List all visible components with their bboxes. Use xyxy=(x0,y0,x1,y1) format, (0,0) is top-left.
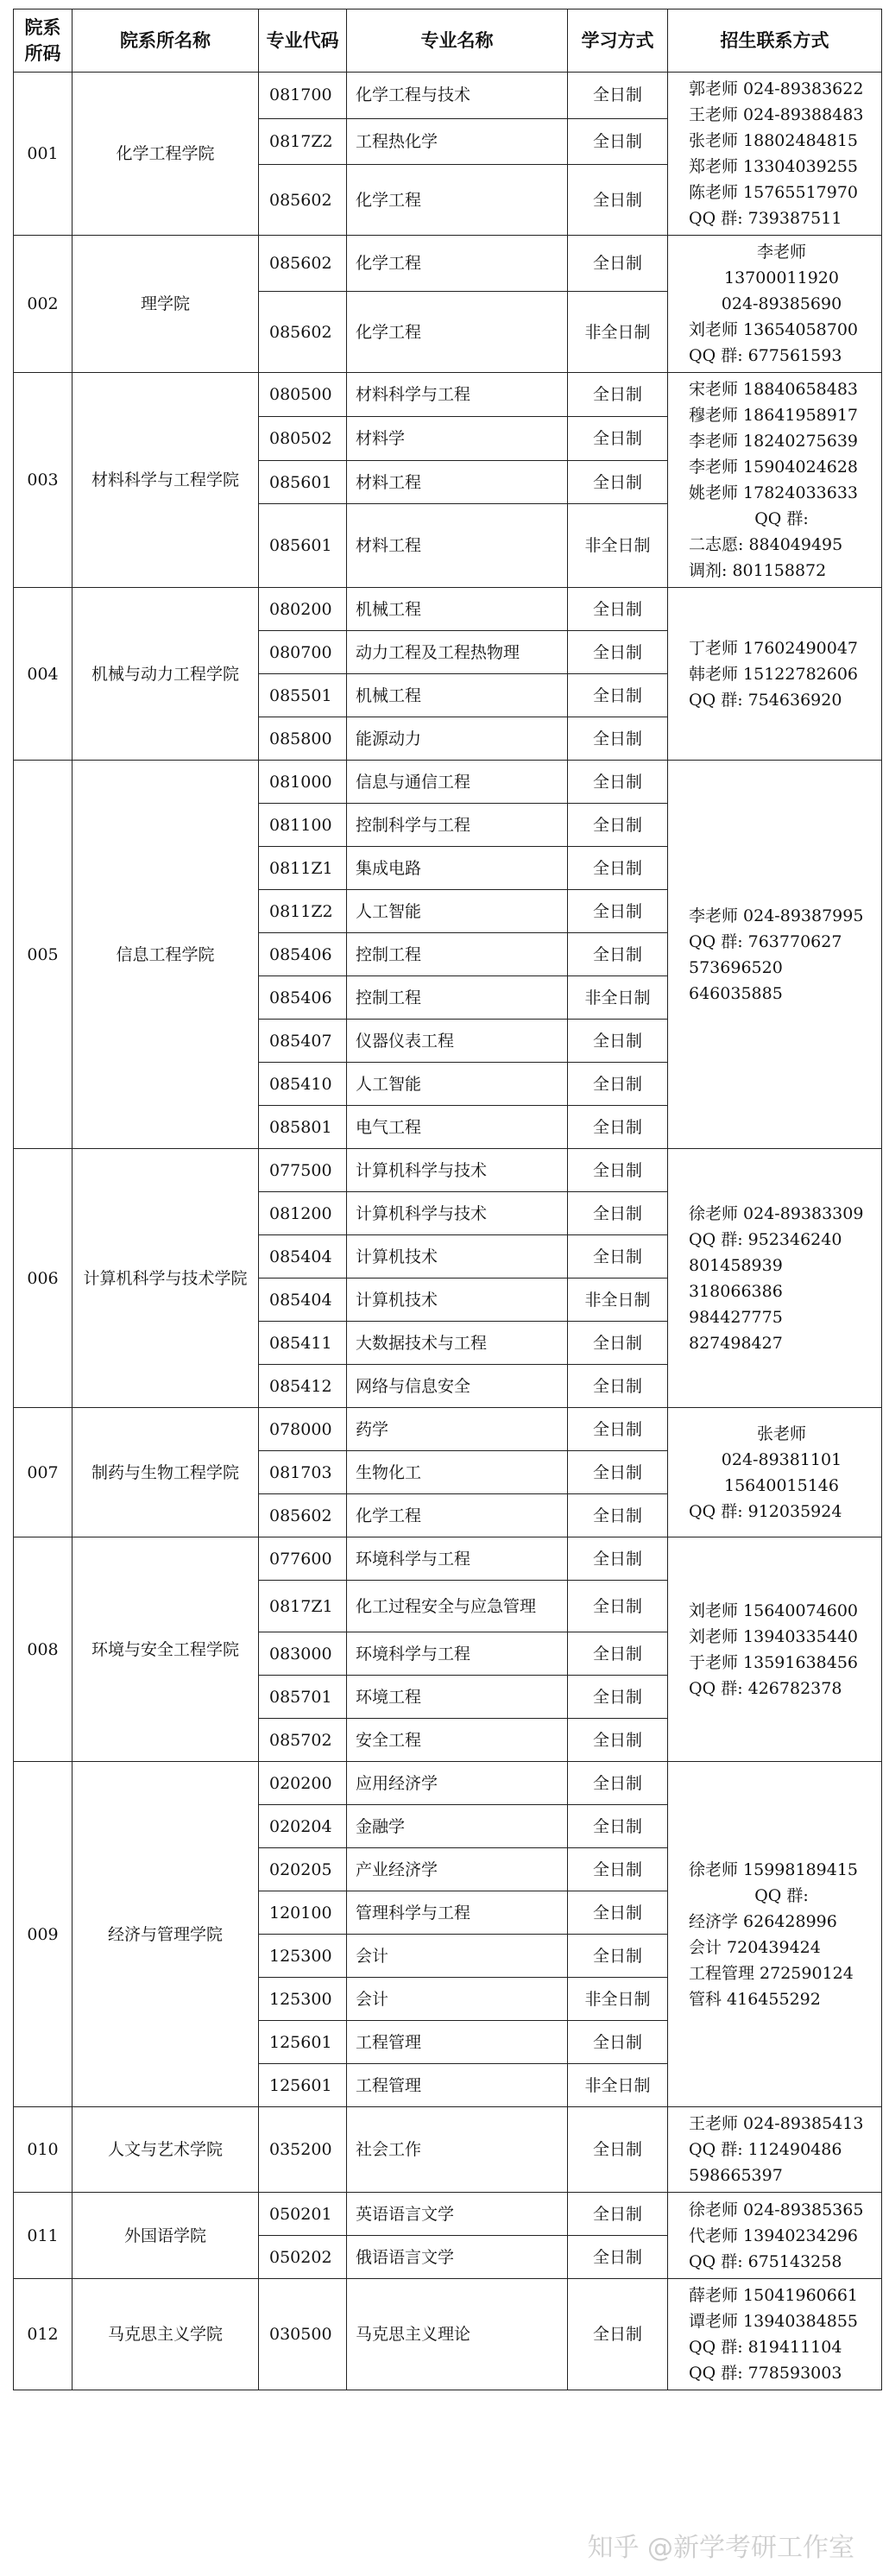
contact-line: 二志愿: 884049495 xyxy=(689,535,843,554)
major-code: 125300 xyxy=(259,1935,347,1978)
institute-code: 012 xyxy=(14,2279,73,2390)
contact-line: QQ 群: xyxy=(754,509,809,528)
contact-line: 工程管理 272590124 xyxy=(689,1963,854,1983)
major-name: 仪器仪表工程 xyxy=(347,1020,568,1063)
institute-code: 002 xyxy=(14,236,73,373)
contact-line: 徐老师 024-89383309 xyxy=(689,1203,864,1223)
contact-line: 刘老师 13654058700 xyxy=(689,320,859,339)
major-code: 050201 xyxy=(259,2193,347,2236)
major-name: 材料工程 xyxy=(347,460,568,504)
contact-info xyxy=(668,1537,882,1762)
major-name: 安全工程 xyxy=(347,1719,568,1762)
contact-line: 024-89381101 xyxy=(721,1449,842,1469)
institute-name: 经济与管理学院 xyxy=(73,1762,259,2107)
contact-line: 管科 416455292 xyxy=(689,1989,821,2009)
institute-name: 理学院 xyxy=(73,236,259,373)
major-name: 环境科学与工程 xyxy=(347,1537,568,1581)
contact-line: 薛老师 15041960661 xyxy=(689,2286,859,2305)
study-mode: 全日制 xyxy=(568,416,668,460)
institute-name: 制药与生物工程学院 xyxy=(73,1408,259,1537)
study-mode: 全日制 xyxy=(568,2021,668,2064)
contact-info xyxy=(668,236,882,373)
contact-line: 李老师 024-89387995 xyxy=(689,906,864,925)
study-mode: 全日制 xyxy=(568,933,668,976)
study-mode: 全日制 xyxy=(568,1891,668,1935)
major-code: 035200 xyxy=(259,2107,347,2193)
contact-line: QQ 群: 426782378 xyxy=(689,1678,842,1698)
major-name: 机械工程 xyxy=(347,674,568,717)
institute-name: 马克思主义学院 xyxy=(73,2279,259,2390)
study-mode: 全日制 xyxy=(568,373,668,417)
major-code: 085602 xyxy=(259,165,347,236)
contact-info xyxy=(668,2279,882,2390)
contact-line: QQ 群: 677561593 xyxy=(689,346,842,365)
contact-line: QQ 群: 912035924 xyxy=(689,1501,842,1521)
contact-line: 张老师 18802484815 xyxy=(689,131,859,150)
contact-info xyxy=(668,1762,882,2107)
major-code: 077600 xyxy=(259,1537,347,1581)
major-name: 社会工作 xyxy=(347,2107,568,2193)
table-row xyxy=(14,2193,882,2236)
study-mode: 全日制 xyxy=(568,1805,668,1848)
study-mode: 非全日制 xyxy=(568,504,668,588)
major-code: 085404 xyxy=(259,1279,347,1322)
study-mode: 全日制 xyxy=(568,1235,668,1279)
major-name: 材料工程 xyxy=(347,504,568,588)
institute-name: 外国语学院 xyxy=(73,2193,259,2279)
header-inst-code: 院系所码 xyxy=(14,9,73,73)
contact-line: 姚老师 17824033633 xyxy=(689,483,859,502)
study-mode: 全日制 xyxy=(568,631,668,674)
institute-code: 005 xyxy=(14,761,73,1149)
contact-line: 573696520 xyxy=(689,957,783,977)
institute-name: 计算机科学与技术学院 xyxy=(73,1149,259,1408)
study-mode: 非全日制 xyxy=(568,1279,668,1322)
contact-info xyxy=(668,1408,882,1537)
study-mode: 全日制 xyxy=(568,674,668,717)
major-name: 环境工程 xyxy=(347,1676,568,1719)
study-mode: 全日制 xyxy=(568,847,668,890)
study-mode: 全日制 xyxy=(568,1762,668,1805)
major-code: 0811Z1 xyxy=(259,847,347,890)
contact-line: 024-89385690 xyxy=(721,294,842,313)
study-mode: 全日制 xyxy=(568,1365,668,1408)
contact-line: 穆老师 18641958917 xyxy=(689,406,859,425)
major-name: 化工过程安全与应急管理 xyxy=(347,1581,568,1632)
major-name: 工程管理 xyxy=(347,2064,568,2107)
major-name: 马克思主义理论 xyxy=(347,2279,568,2390)
contact-info xyxy=(668,2193,882,2279)
study-mode: 全日制 xyxy=(568,1106,668,1149)
institute-code: 009 xyxy=(14,1762,73,2107)
watermark: 知乎 @新学考研工作室 xyxy=(587,2533,854,2563)
study-mode: 全日制 xyxy=(568,1192,668,1235)
major-code: 081700 xyxy=(259,73,347,119)
major-code: 020204 xyxy=(259,1805,347,1848)
study-mode: 全日制 xyxy=(568,1537,668,1581)
contact-line: 827498427 xyxy=(689,1333,783,1353)
study-mode: 全日制 xyxy=(568,890,668,933)
major-name: 机械工程 xyxy=(347,588,568,631)
major-name: 大数据技术与工程 xyxy=(347,1322,568,1365)
institute-code: 001 xyxy=(14,73,73,236)
header-contact: 招生联系方式 xyxy=(668,9,882,73)
study-mode: 全日制 xyxy=(568,118,668,165)
major-code: 050202 xyxy=(259,2236,347,2279)
contact-line: 13700011920 xyxy=(724,268,839,287)
major-code: 081000 xyxy=(259,761,347,804)
contact-line: 徐老师 15998189415 xyxy=(689,1859,859,1879)
table-row xyxy=(14,236,882,292)
contact-line: 谭老师 13940384855 xyxy=(689,2312,859,2331)
study-mode: 全日制 xyxy=(568,717,668,761)
contact-line: 张老师 xyxy=(756,1424,806,1443)
study-mode: 全日制 xyxy=(568,1935,668,1978)
major-name: 应用经济学 xyxy=(347,1762,568,1805)
institute-code: 010 xyxy=(14,2107,73,2193)
major-code: 120100 xyxy=(259,1891,347,1935)
study-mode: 全日制 xyxy=(568,2279,668,2390)
study-mode: 全日制 xyxy=(568,1451,668,1494)
institute-code: 004 xyxy=(14,588,73,761)
contact-line: QQ 群: 112490486 xyxy=(689,2140,842,2159)
major-name: 材料学 xyxy=(347,416,568,460)
study-mode: 非全日制 xyxy=(568,292,668,373)
major-code: 125300 xyxy=(259,1978,347,2021)
institute-code: 006 xyxy=(14,1149,73,1408)
table-row xyxy=(14,761,882,804)
table-row xyxy=(14,2107,882,2193)
contact-line: 丁老师 17602490047 xyxy=(689,638,859,658)
major-code: 0811Z2 xyxy=(259,890,347,933)
contact-info xyxy=(668,373,882,588)
major-code: 085501 xyxy=(259,674,347,717)
contact-line: 刘老师 13940335440 xyxy=(689,1626,859,1646)
major-code: 0817Z1 xyxy=(259,1581,347,1632)
major-name: 管理科学与工程 xyxy=(347,1891,568,1935)
institute-code: 003 xyxy=(14,373,73,588)
contact-line: 陈老师 15765517970 xyxy=(689,183,859,202)
header-row xyxy=(14,9,882,73)
major-name: 生物化工 xyxy=(347,1451,568,1494)
study-mode: 全日制 xyxy=(568,1322,668,1365)
contact-line: 徐老师 024-89385365 xyxy=(689,2200,864,2219)
major-code: 125601 xyxy=(259,2021,347,2064)
study-mode: 全日制 xyxy=(568,1020,668,1063)
contact-line: 郭老师 024-89383622 xyxy=(689,79,864,98)
major-name: 计算机科学与技术 xyxy=(347,1149,568,1192)
major-name: 控制工程 xyxy=(347,933,568,976)
contact-line: 李老师 xyxy=(756,243,806,262)
table-body xyxy=(14,73,882,2390)
major-code: 020200 xyxy=(259,1762,347,1805)
major-code: 085702 xyxy=(259,1719,347,1762)
major-code: 0817Z2 xyxy=(259,118,347,165)
major-name: 化学工程 xyxy=(347,236,568,292)
major-name: 化学工程与技术 xyxy=(347,73,568,119)
major-name: 计算机技术 xyxy=(347,1235,568,1279)
study-mode: 全日制 xyxy=(568,1494,668,1537)
contact-line: 宋老师 18840658483 xyxy=(689,380,859,399)
study-mode: 全日制 xyxy=(568,1149,668,1192)
institute-code: 011 xyxy=(14,2193,73,2279)
institute-name: 化学工程学院 xyxy=(73,73,259,236)
contact-line: QQ 群: 819411104 xyxy=(689,2338,842,2357)
major-code: 080502 xyxy=(259,416,347,460)
study-mode: 全日制 xyxy=(568,761,668,804)
contact-line: 调剂: 801158872 xyxy=(689,561,827,580)
major-code: 085601 xyxy=(259,460,347,504)
major-name: 人工智能 xyxy=(347,1063,568,1106)
contact-line: QQ 群: xyxy=(754,1885,809,1905)
major-name: 会计 xyxy=(347,1935,568,1978)
header-inst-name: 院系所名称 xyxy=(73,9,259,73)
major-code: 081100 xyxy=(259,804,347,847)
contact-info xyxy=(668,588,882,761)
study-mode: 非全日制 xyxy=(568,976,668,1020)
major-code: 125601 xyxy=(259,2064,347,2107)
contact-line: 经济学 626428996 xyxy=(689,1911,837,1931)
major-code: 085602 xyxy=(259,1494,347,1537)
study-mode: 全日制 xyxy=(568,588,668,631)
major-code: 085406 xyxy=(259,933,347,976)
major-name: 电气工程 xyxy=(347,1106,568,1149)
contact-line: 王老师 024-89385413 xyxy=(689,2114,864,2133)
study-mode: 非全日制 xyxy=(568,1978,668,2021)
major-code: 080200 xyxy=(259,588,347,631)
table-row xyxy=(14,588,882,631)
major-name: 工程管理 xyxy=(347,2021,568,2064)
contact-line: 984427775 xyxy=(689,1307,783,1327)
major-code: 085602 xyxy=(259,292,347,373)
major-name: 化学工程 xyxy=(347,165,568,236)
institute-name: 环境与安全工程学院 xyxy=(73,1537,259,1762)
contact-info xyxy=(668,1149,882,1408)
contact-line: 318066386 xyxy=(689,1281,783,1301)
major-name: 药学 xyxy=(347,1408,568,1451)
major-code: 085602 xyxy=(259,236,347,292)
major-name: 金融学 xyxy=(347,1805,568,1848)
major-code: 081200 xyxy=(259,1192,347,1235)
major-name: 俄语语言文学 xyxy=(347,2236,568,2279)
major-name: 动力工程及工程热物理 xyxy=(347,631,568,674)
study-mode: 全日制 xyxy=(568,2193,668,2236)
major-code: 030500 xyxy=(259,2279,347,2390)
contact-line: QQ 群: 675143258 xyxy=(689,2251,842,2271)
institute-name: 材料科学与工程学院 xyxy=(73,373,259,588)
study-mode: 非全日制 xyxy=(568,2064,668,2107)
major-code: 077500 xyxy=(259,1149,347,1192)
major-code: 080500 xyxy=(259,373,347,417)
contact-line: QQ 群: 739387511 xyxy=(689,209,842,228)
institute-code: 007 xyxy=(14,1408,73,1537)
major-code: 085410 xyxy=(259,1063,347,1106)
contact-line: QQ 群: 754636920 xyxy=(689,690,842,710)
major-name: 能源动力 xyxy=(347,717,568,761)
major-name: 产业经济学 xyxy=(347,1848,568,1891)
contact-line: 韩老师 15122782606 xyxy=(689,664,859,684)
contact-line: 李老师 15904024628 xyxy=(689,458,859,477)
contact-info xyxy=(668,73,882,236)
institute-name: 信息工程学院 xyxy=(73,761,259,1149)
institute-name: 人文与艺术学院 xyxy=(73,2107,259,2193)
contact-line: 646035885 xyxy=(689,983,783,1003)
major-name: 英语语言文学 xyxy=(347,2193,568,2236)
major-code: 081703 xyxy=(259,1451,347,1494)
study-mode: 全日制 xyxy=(568,1581,668,1632)
major-name: 环境科学与工程 xyxy=(347,1632,568,1676)
major-code: 080700 xyxy=(259,631,347,674)
contact-line: QQ 群: 952346240 xyxy=(689,1229,842,1249)
contact-line: 15640015146 xyxy=(724,1475,839,1495)
major-name: 化学工程 xyxy=(347,1494,568,1537)
major-code: 085800 xyxy=(259,717,347,761)
major-code: 085411 xyxy=(259,1322,347,1365)
major-name: 集成电路 xyxy=(347,847,568,890)
header-major-name: 专业名称 xyxy=(347,9,568,73)
major-name: 控制科学与工程 xyxy=(347,804,568,847)
contact-line: 于老师 13591638456 xyxy=(689,1652,859,1672)
major-code: 020205 xyxy=(259,1848,347,1891)
major-code: 085701 xyxy=(259,1676,347,1719)
study-mode: 全日制 xyxy=(568,1063,668,1106)
table-row xyxy=(14,73,882,119)
major-name: 工程热化学 xyxy=(347,118,568,165)
study-mode: 全日制 xyxy=(568,1632,668,1676)
table-row xyxy=(14,2279,882,2390)
study-mode: 全日制 xyxy=(568,1408,668,1451)
contact-line: 598665397 xyxy=(689,2166,783,2185)
contact-line: QQ 群: 778593003 xyxy=(689,2364,842,2383)
major-name: 计算机技术 xyxy=(347,1279,568,1322)
major-code: 085406 xyxy=(259,976,347,1020)
study-mode: 全日制 xyxy=(568,236,668,292)
admissions-table xyxy=(13,9,882,2390)
major-code: 085407 xyxy=(259,1020,347,1063)
major-code: 085801 xyxy=(259,1106,347,1149)
major-name: 会计 xyxy=(347,1978,568,2021)
major-name: 控制工程 xyxy=(347,976,568,1020)
contact-line: 801458939 xyxy=(689,1255,783,1275)
study-mode: 全日制 xyxy=(568,165,668,236)
table-row xyxy=(14,373,882,417)
contact-line: 代老师 13940234296 xyxy=(689,2226,859,2245)
table-row xyxy=(14,1762,882,1805)
study-mode: 全日制 xyxy=(568,1676,668,1719)
study-mode: 全日制 xyxy=(568,1719,668,1762)
study-mode: 全日制 xyxy=(568,73,668,119)
table-row xyxy=(14,1537,882,1581)
table-row xyxy=(14,1408,882,1451)
major-name: 计算机科学与技术 xyxy=(347,1192,568,1235)
contact-line: QQ 群: 763770627 xyxy=(689,931,842,951)
table-row xyxy=(14,1149,882,1192)
contact-line: 刘老师 15640074600 xyxy=(689,1601,859,1620)
major-code: 083000 xyxy=(259,1632,347,1676)
header-major-code: 专业代码 xyxy=(259,9,347,73)
major-code: 085601 xyxy=(259,504,347,588)
major-code: 085404 xyxy=(259,1235,347,1279)
contact-info xyxy=(668,2107,882,2193)
major-name: 材料科学与工程 xyxy=(347,373,568,417)
study-mode: 全日制 xyxy=(568,460,668,504)
contact-line: 郑老师 13304039255 xyxy=(689,157,859,176)
contact-info xyxy=(668,761,882,1149)
study-mode: 全日制 xyxy=(568,2236,668,2279)
contact-line: 李老师 18240275639 xyxy=(689,432,859,451)
institute-name: 机械与动力工程学院 xyxy=(73,588,259,761)
major-code: 085412 xyxy=(259,1365,347,1408)
header-study-mode: 学习方式 xyxy=(568,9,668,73)
major-name: 人工智能 xyxy=(347,890,568,933)
study-mode: 全日制 xyxy=(568,804,668,847)
major-name: 化学工程 xyxy=(347,292,568,373)
study-mode: 全日制 xyxy=(568,1848,668,1891)
major-name: 信息与通信工程 xyxy=(347,761,568,804)
contact-line: 王老师 024-89388483 xyxy=(689,105,864,124)
major-code: 078000 xyxy=(259,1408,347,1451)
contact-line: 会计 720439424 xyxy=(689,1937,821,1957)
study-mode: 全日制 xyxy=(568,2107,668,2193)
institute-code: 008 xyxy=(14,1537,73,1762)
major-name: 网络与信息安全 xyxy=(347,1365,568,1408)
